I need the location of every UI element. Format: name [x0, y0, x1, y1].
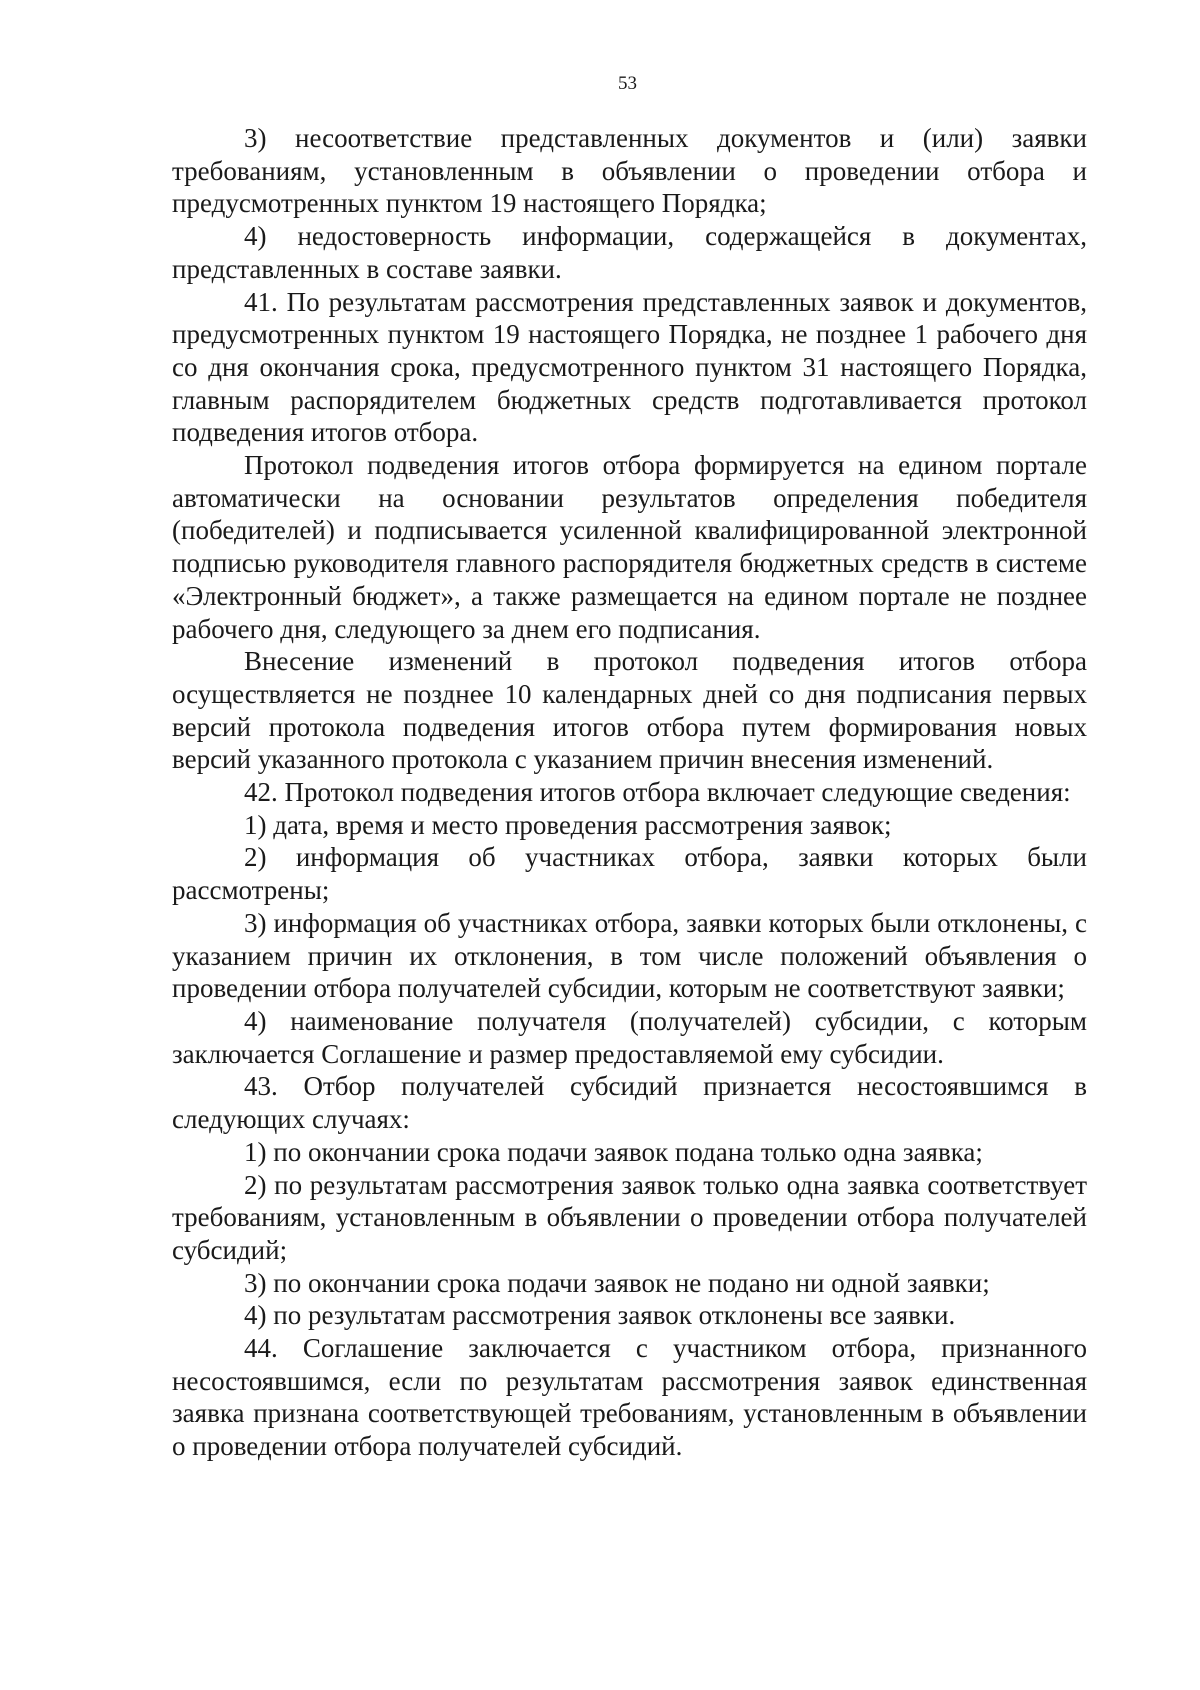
document-text [172, 122, 1087, 1463]
paragraph-clause-43-item-2: 2) по результатам рассмотрения заявок только одна заявка соответствует требованиям, установленным в объявлении о проведении отбора получателей субсидий; [172, 1169, 1087, 1265]
paragraph-protocol-changes: Внесение изменений в протокол подведения итогов отбора осуществляется не позднее 10 календарных дней со дня подписания первых версий протокола подведения итогов отбора путем формирования новых версий указанного протокола с указанием причин внесения изменений. [172, 646, 1087, 775]
paragraph-item-3: 3) несоответствие представленных документов и (или) заявки требованиям, установленным в объявлении о проведении отбора и предусмотренных пунктом 19 настоящего Порядка; [172, 123, 1087, 219]
paragraph-clause-43-item-4: 4) по результатам рассмотрения заявок отклонены все заявки. [244, 1300, 956, 1331]
paragraph-protocol-formation: Протокол подведения итогов отбора формируется на едином портале автоматически на основании результатов определения победителя (победителей) и подписывается усиленной квалифицированной электронной подписью руководителя главного распорядителя бюджетных средств в системе «Электронный бюджет», а также размещается на едином портале не позднее рабочего дня, следующего за днем его подписания. [172, 450, 1087, 644]
paragraph-item-4: 4) недостоверность информации, содержащейся в документах, представленных в составе заявки. [172, 221, 1087, 284]
paragraph-clause-42-item-3: 3) информация об участниках отбора, заявки которых были отклонены, с указанием причин их отклонения, в том числе положений объявления о проведении отбора получателей субсидии, которым не соответствуют заявки; [172, 907, 1087, 1004]
paragraph-clause-42-item-2: 2) информация об участниках отбора, заявки которых были рассмотрены; [172, 842, 1087, 906]
paragraph-clause-42-item-1: 1) дата, время и место проведения рассмотрения заявок; [244, 809, 892, 840]
page-number: 53 [618, 73, 637, 94]
paragraph-clause-42-item-4: 4) наименование получателя (получателей) субсидии, с которым заключается Соглашение и размер предоставляемой ему субсидии. [172, 1005, 1087, 1069]
paragraph-clause-41: 41. По результатам рассмотрения представленных заявок и документов, предусмотренных пунктом 19 настоящего Порядка, не позднее 1 рабочего дня со дня окончания срока, предусмотренного пунктом 31 настоящего Порядка, главным распорядителем бюджетных средств подготавливается протокол подведения итогов отбора. [172, 286, 1087, 448]
paragraph-clause-42: 42. Протокол подведения итогов отбора включает следующие сведения: [244, 777, 1071, 808]
paragraph-clause-44: 44. Соглашение заключается с участником отбора, признанного несостоявшимся, если по результатам рассмотрения заявок единственная заявка признана соответствующей требованиям, установленным в объявлении о проведении отбора получателей субсидий. [172, 1333, 1087, 1462]
paragraph-clause-43-item-3: 3) по окончании срока подачи заявок не подано ни одной заявки; [244, 1267, 990, 1298]
paragraph-clause-43-item-1: 1) по окончании срока подачи заявок подана только одна заявка; [244, 1136, 983, 1167]
paragraph-clause-43: 43. Отбор получателей субсидий признается несостоявшимся в следующих случаях: [172, 1071, 1087, 1135]
